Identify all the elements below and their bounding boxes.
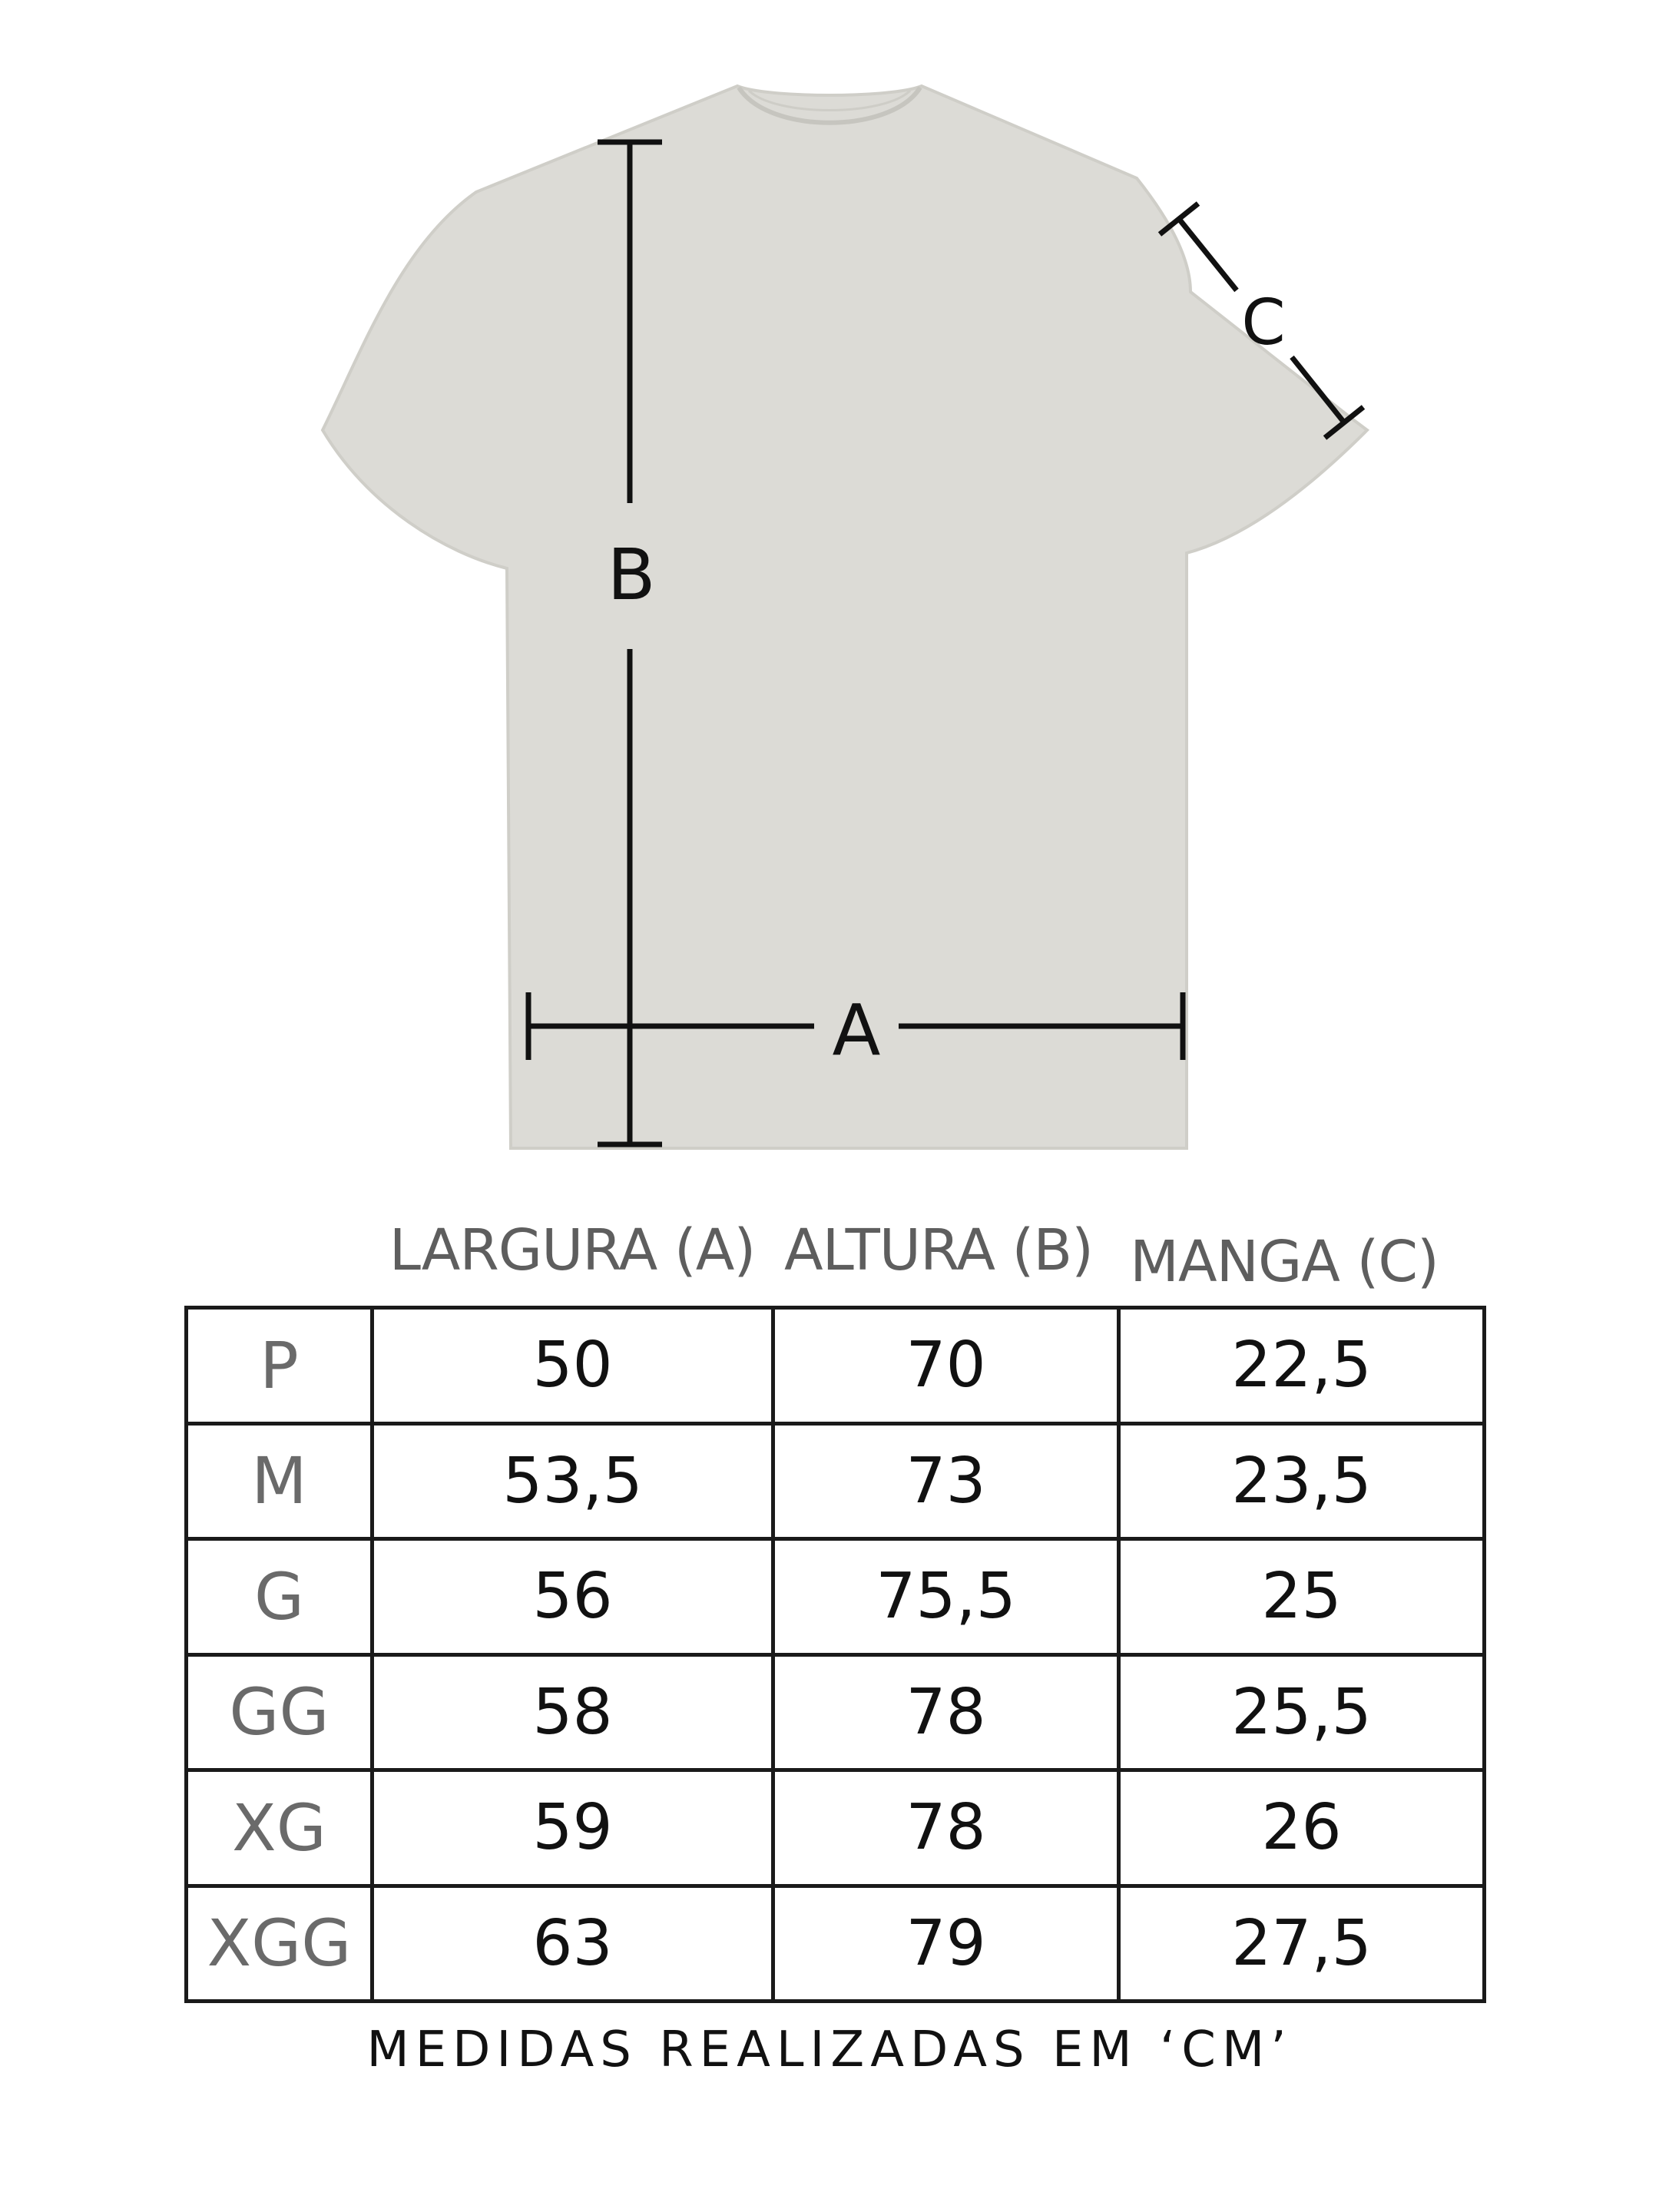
largura-value: 56 [373, 1539, 773, 1655]
table-row [187, 1308, 1485, 1424]
altura-value: 79 [773, 1886, 1119, 2002]
altura-value: 75,5 [773, 1539, 1119, 1655]
manga-value: 25 [1119, 1539, 1485, 1655]
size-label: XG [187, 1770, 373, 1886]
table-row [187, 1886, 1485, 2002]
size-label: G [187, 1539, 373, 1655]
size-table [184, 1306, 1486, 2003]
largura-value: 53,5 [373, 1423, 773, 1539]
largura-value: 59 [373, 1770, 773, 1886]
altura-value: 78 [773, 1770, 1119, 1886]
altura-value: 70 [773, 1308, 1119, 1424]
table-row [187, 1770, 1485, 1886]
manga-value: 23,5 [1119, 1423, 1485, 1539]
manga-value: 22,5 [1119, 1308, 1485, 1424]
altura-value: 73 [773, 1423, 1119, 1539]
largura-value: 58 [373, 1654, 773, 1770]
altura-value: 78 [773, 1654, 1119, 1770]
label-b: B [607, 534, 656, 616]
label-c: C [1241, 286, 1286, 359]
header-manga: MANGA (C) [1130, 1229, 1439, 1295]
manga-value: 25,5 [1119, 1654, 1485, 1770]
size-label: XGG [187, 1886, 373, 2002]
measurement-unit-note: MEDIDAS REALIZADAS EM ‘CM’ [366, 2022, 1293, 2078]
label-a: A [832, 989, 881, 1071]
table-row [187, 1539, 1485, 1655]
largura-value: 63 [373, 1886, 773, 2002]
manga-value: 27,5 [1119, 1886, 1485, 2002]
size-label: GG [187, 1654, 373, 1770]
manga-value: 26 [1119, 1770, 1485, 1886]
largura-value: 50 [373, 1308, 773, 1424]
table-row [187, 1654, 1485, 1770]
header-largura: LARGURA (A) [389, 1217, 756, 1283]
size-label: P [187, 1308, 373, 1424]
table-row [187, 1423, 1485, 1539]
header-altura: ALTURA (B) [783, 1217, 1094, 1283]
size-label: M [187, 1423, 373, 1539]
